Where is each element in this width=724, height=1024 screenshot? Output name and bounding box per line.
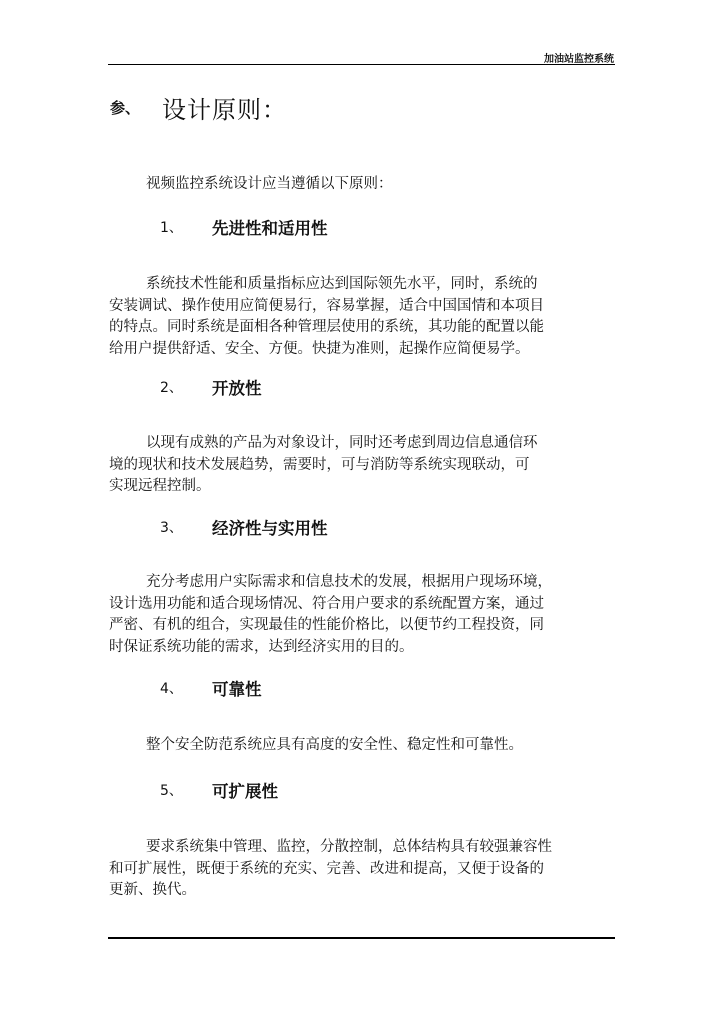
principle-heading-5 — [160, 779, 278, 801]
principle-body-5 — [109, 837, 617, 902]
principle-title: 可靠性 — [212, 680, 262, 699]
principle-title: 先进性和适用性 — [212, 219, 328, 238]
text-line: 境的现状和技术发展趋势，需要时，可与消防等系统实现联动，可 — [109, 456, 530, 473]
text-line: 要求系统集中管理、监控，分散控制，总体结构具有较强兼容性 — [146, 839, 552, 855]
text-line: 充分考虑用户实际需求和信息技术的发展，根据用户现场环境， — [146, 574, 552, 590]
principle-heading-1 — [160, 216, 328, 238]
text-line: 设计选用功能和适合现场情况、符合用户要求的系统配置方案，通过 — [109, 595, 544, 612]
principle-body-2 — [109, 433, 617, 498]
text-line: 严密、有机的组合，实现最佳的性能价格比，以便节约工程投资，同 — [109, 617, 544, 633]
header-title: 加油站监控系统 — [544, 54, 614, 65]
principle-body-4 — [109, 735, 617, 757]
text-line: 和可扩展性，既便于系统的充实、完善、改进和提高，又便于设备的 — [109, 860, 544, 877]
text-line: 安装调试、操作使用应简便易行，容易掌握，适合中国国情和本项目 — [109, 297, 544, 314]
principle-title: 可扩展性 — [212, 782, 278, 801]
section-title: 设计原则： — [162, 95, 287, 124]
header-rule — [108, 64, 615, 65]
intro-text: 视频监控系统设计应当遵循以下原则： — [146, 176, 393, 192]
section-heading — [110, 92, 287, 122]
section-number: 参、 — [110, 98, 141, 117]
text-line: 系统技术性能和质量指标应达到国际领先水平，同时，系统的 — [146, 276, 538, 292]
principle-heading-4 — [160, 677, 262, 699]
text-line: 整个安全防范系统应具有高度的安全性、稳定性和可靠性。 — [146, 737, 523, 753]
principle-title: 开放性 — [212, 379, 262, 398]
text-line: 给用户提供舒适、安全、方便。快捷为准则，起操作应简便易学。 — [109, 340, 530, 357]
footer-rule — [108, 937, 615, 939]
text-line: 时保证系统功能的需求，达到经济实用的目的。 — [109, 638, 414, 655]
principle-heading-3 — [160, 516, 328, 538]
principle-body-1 — [109, 274, 617, 360]
principle-number: 3、 — [160, 520, 183, 536]
text-line: 以现有成熟的产品为对象设计，同时还考虑到周边信息通信环 — [146, 435, 538, 451]
principle-number: 2、 — [160, 380, 183, 396]
principle-number: 5、 — [160, 783, 183, 799]
principle-title: 经济性与实用性 — [212, 519, 328, 538]
text-line: 更新、换代。 — [109, 882, 196, 898]
text-line: 的特点。同时系统是面相各种管理层使用的系统，其功能的配置以能 — [109, 319, 544, 335]
principle-number: 4、 — [160, 681, 183, 697]
principle-number: 1、 — [160, 220, 183, 236]
principle-heading-2 — [160, 376, 262, 398]
principle-body-3 — [109, 572, 617, 658]
text-line: 实现远程控制。 — [109, 478, 211, 494]
